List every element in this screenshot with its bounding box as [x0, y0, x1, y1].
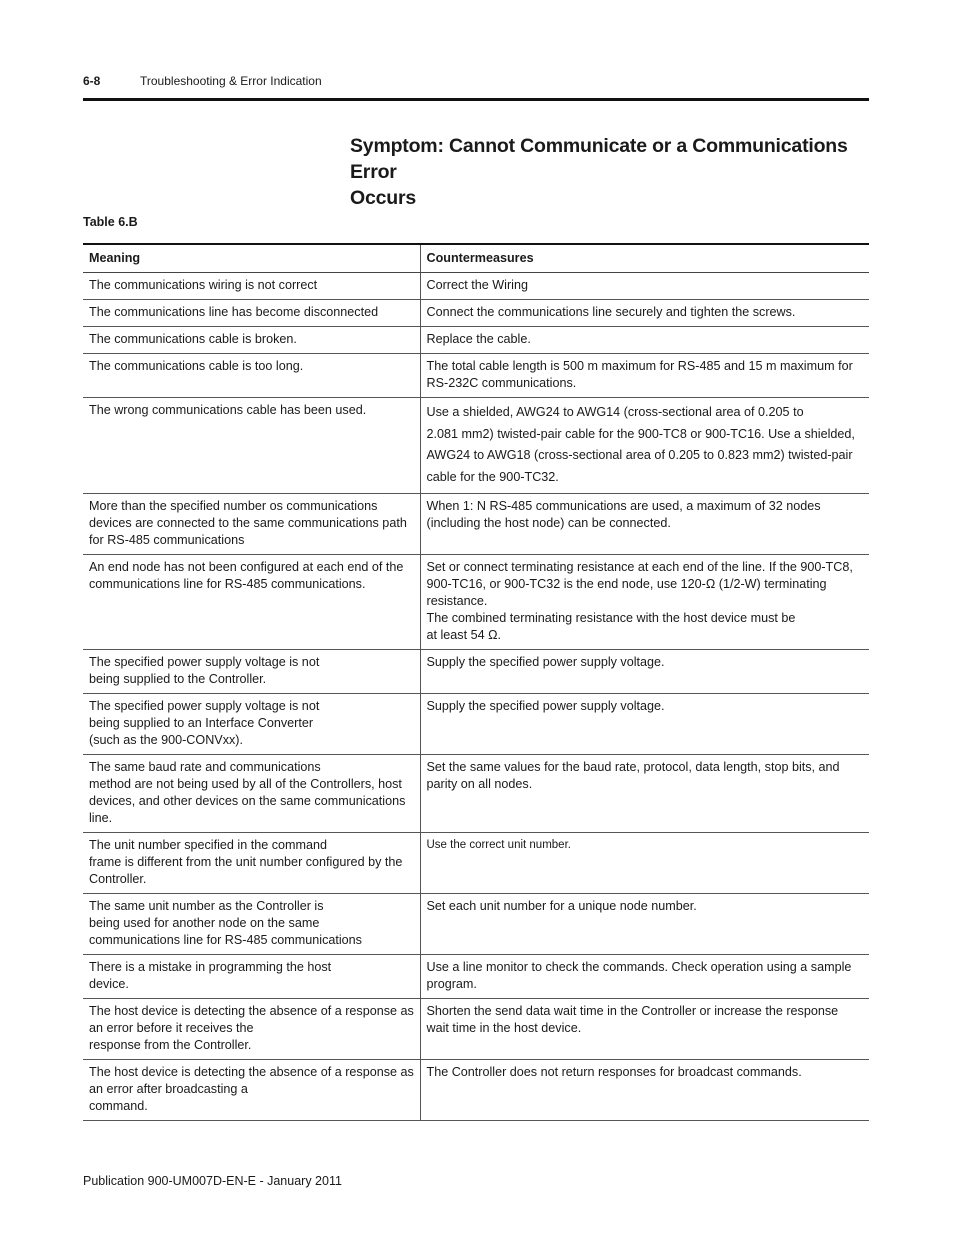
meaning-cell — [83, 694, 420, 755]
table-row — [83, 999, 869, 1060]
cell-text-line: 900-TC16, or 900-TC32 is the end node, use 120-Ω (1/2-W) terminating — [426, 577, 827, 591]
countermeasure-cell — [420, 354, 869, 398]
cell-text-line: Use a line monitor to check the commands. Check operation using a sample — [426, 960, 852, 974]
cell-text-line: devices are connected to the same communications path — [89, 516, 407, 530]
cell-text-line: The same baud rate and communications — [89, 760, 321, 774]
countermeasure-cell — [420, 1060, 869, 1121]
table-row — [83, 398, 869, 494]
cell-text-line: an error before it receives the — [89, 1021, 254, 1035]
page-title — [350, 133, 850, 211]
cell-text-line: AWG24 to AWG18 (cross-sectional area of 0.205 to 0.823 mm2) twisted-pair — [426, 448, 853, 462]
cell-text-line: The wrong communications cable has been used. — [89, 403, 367, 417]
cell-text-line: Use a shielded, AWG24 to AWG14 (cross-sectional area of 0.205 to — [426, 405, 804, 419]
countermeasure-cell — [420, 398, 869, 494]
meaning-cell — [83, 999, 420, 1060]
meaning-cell — [83, 354, 420, 398]
publication-footer: Publication 900-UM007D-EN-E - January 2011 — [83, 1174, 342, 1188]
table-body — [83, 273, 869, 1121]
page-number: 6-8 — [83, 74, 101, 88]
meaning-cell — [83, 327, 420, 354]
table-row — [83, 327, 869, 354]
cell-text-line: method are not being used by all of the Controllers, host — [89, 777, 402, 791]
cell-text-line: Set each unit number for a unique node number. — [426, 899, 697, 913]
cell-text-line: The combined terminating resistance with the host device must be — [426, 611, 796, 625]
cell-text-line: (including the host node) can be connected. — [426, 516, 671, 530]
cell-text-line: More than the specified number os communications — [89, 499, 378, 513]
cell-text-line: Set or connect terminating resistance at each end of the line. If the 900-TC8, — [426, 560, 853, 574]
meaning-cell — [83, 555, 420, 650]
cell-text-line: communications line for RS-485 communications. — [89, 577, 366, 591]
table-row — [83, 755, 869, 833]
countermeasure-cell — [420, 755, 869, 833]
running-header — [83, 72, 869, 101]
table-row — [83, 300, 869, 327]
countermeasure-cell — [420, 650, 869, 694]
cell-text-line: cable for the 900-TC32. — [426, 469, 559, 484]
column-header-meaning: Meaning — [83, 244, 420, 273]
cell-text-line: Supply the specified power supply voltage. — [426, 699, 665, 713]
cell-text-line: being supplied to an Interface Converter — [89, 716, 314, 730]
cell-text-line: When 1: N RS-485 communications are used, a maximum of 32 nodes — [426, 499, 821, 513]
cell-text-line: The communications line has become disconnected — [89, 305, 379, 319]
cell-text-line: The same unit number as the Controller is — [89, 899, 324, 913]
cell-text-line: at least 54 Ω. — [426, 628, 502, 642]
meaning-cell — [83, 494, 420, 555]
cell-text-line: Use the correct unit number. — [426, 839, 571, 851]
cell-text-line: line. — [89, 811, 113, 825]
meaning-cell — [83, 650, 420, 694]
cell-text-line: resistance. — [426, 594, 488, 608]
table-row — [83, 494, 869, 555]
countermeasure-cell — [420, 273, 869, 300]
cell-text-line: Replace the cable. — [426, 332, 531, 346]
cell-text-line: being supplied to the Controller. — [89, 672, 267, 686]
meaning-cell — [83, 1060, 420, 1121]
cell-text-line: an error after broadcasting a — [89, 1082, 248, 1096]
cell-text-line: An end node has not been configured at each end of the — [89, 560, 404, 574]
meaning-cell — [83, 833, 420, 894]
countermeasure-cell — [420, 833, 869, 894]
countermeasure-cell — [420, 494, 869, 555]
cell-text-line: The Controller does not return responses for broadcast commands. — [426, 1065, 802, 1079]
meaning-cell — [83, 273, 420, 300]
cell-text-line: The host device is detecting the absence of a response as — [89, 1004, 414, 1018]
cell-text-line: The communications cable is broken. — [89, 332, 297, 346]
cell-text-line: Connect the communications line securely and tighten the screws. — [426, 305, 796, 319]
cell-text-line: wait time in the host device. — [426, 1021, 582, 1035]
table-row — [83, 273, 869, 300]
table-label: Table 6.B — [83, 215, 138, 229]
cell-text-line: communications line for RS-485 communications — [89, 933, 362, 947]
cell-text-line: Controller. — [89, 872, 147, 886]
cell-text-line: frame is different from the unit number configured by the — [89, 855, 403, 869]
troubleshooting-table — [83, 243, 869, 1121]
table-row — [83, 1060, 869, 1121]
meaning-cell — [83, 755, 420, 833]
cell-text-line: 2.081 mm2) twisted-pair cable for the 900-TC8 or 900-TC16. Use a shielded, — [426, 426, 855, 441]
meaning-cell — [83, 398, 420, 494]
cell-text-line: Set the same values for the baud rate, protocol, data length, stop bits, and — [426, 760, 840, 774]
cell-text-line: The total cable length is 500 m maximum for RS-485 and 15 m maximum for — [426, 359, 853, 373]
cell-text-line: response from the Controller. — [89, 1038, 252, 1052]
meaning-cell — [83, 955, 420, 999]
cell-text-line: RS-232C communications. — [426, 376, 577, 390]
cell-text-line: The host device is detecting the absence of a response as — [89, 1065, 414, 1079]
cell-text-line: There is a mistake in programming the host — [89, 960, 332, 974]
table-header-row — [83, 244, 869, 273]
cell-text-line: Shorten the send data wait time in the Controller or increase the response — [426, 1004, 839, 1018]
cell-text-line: device. — [89, 977, 129, 991]
countermeasure-cell — [420, 555, 869, 650]
section-title: Troubleshooting & Error Indication — [140, 74, 322, 88]
table-row — [83, 650, 869, 694]
table-row — [83, 354, 869, 398]
cell-text-line: being used for another node on the same — [89, 916, 320, 930]
cell-text-line: devices, and other devices on the same communications — [89, 794, 406, 808]
countermeasure-cell — [420, 694, 869, 755]
cell-text-line: Supply the specified power supply voltage. — [426, 655, 665, 669]
cell-text-line: parity on all nodes. — [426, 777, 533, 791]
countermeasure-cell — [420, 999, 869, 1060]
cell-text-line: The communications wiring is not correct — [89, 278, 318, 292]
countermeasure-cell — [420, 300, 869, 327]
meaning-cell — [83, 300, 420, 327]
cell-text-line: (such as the 900-CONVxx). — [89, 733, 243, 747]
cell-text-line: Correct the Wiring — [426, 278, 528, 292]
cell-text-line: The specified power supply voltage is not — [89, 699, 320, 713]
cell-text-line: for RS-485 communications — [89, 533, 245, 547]
cell-text-line: The unit number specified in the command — [89, 838, 328, 852]
countermeasure-cell — [420, 327, 869, 354]
countermeasure-cell — [420, 894, 869, 955]
table-row — [83, 955, 869, 999]
page-title-line: Occurs — [350, 187, 417, 209]
page-title-line: Symptom: Cannot Communicate or a Communications Error — [350, 135, 848, 183]
meaning-cell — [83, 894, 420, 955]
cell-text-line: command. — [89, 1099, 148, 1113]
table-row — [83, 833, 869, 894]
cell-text-line: The communications cable is too long. — [89, 359, 304, 373]
table-row — [83, 894, 869, 955]
table-row — [83, 694, 869, 755]
table-row — [83, 555, 869, 650]
column-header-countermeasures: Countermeasures — [420, 244, 869, 273]
cell-text-line: program. — [426, 977, 477, 991]
countermeasure-cell — [420, 955, 869, 999]
cell-text-line: The specified power supply voltage is not — [89, 655, 320, 669]
